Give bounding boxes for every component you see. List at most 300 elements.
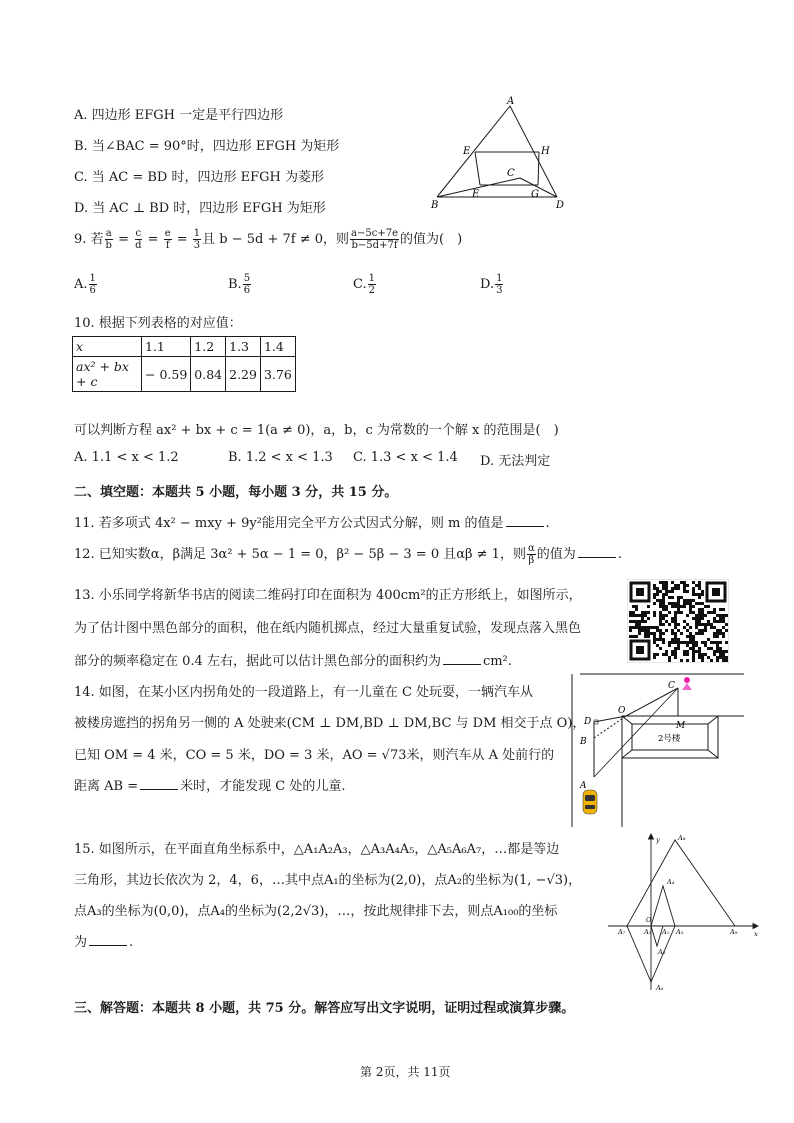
qr-module: [716, 641, 719, 644]
qr-module: [674, 638, 677, 641]
qr-module: [713, 608, 716, 611]
qr-module: [647, 626, 650, 629]
qr-module: [686, 635, 689, 638]
qr-module: [683, 587, 686, 590]
qr-module: [692, 599, 695, 602]
qr-module: [677, 605, 680, 608]
qr-module: [665, 629, 668, 632]
q10-option-a: A. 1.1 < x < 1.2: [74, 450, 179, 465]
q8-label-a: A: [507, 96, 515, 107]
qr-module: [722, 650, 725, 653]
qr-module: [662, 614, 665, 617]
qr-module: [662, 605, 665, 608]
qr-module: [674, 584, 677, 587]
qr-module: [656, 653, 659, 656]
qr-module: [635, 605, 638, 608]
qr-module: [695, 593, 698, 596]
qr-module: [647, 611, 650, 614]
qr-module: [632, 626, 635, 629]
qr-module: [671, 641, 674, 644]
qr-module: [674, 650, 677, 653]
qr-module: [674, 647, 677, 650]
qr-module: [701, 632, 704, 635]
qr-module: [656, 629, 659, 632]
qr-module: [674, 611, 677, 614]
q14-label-b: B: [580, 737, 587, 747]
qr-module: [701, 659, 704, 662]
qr-module: [725, 656, 728, 659]
table-cell: 1.4: [260, 337, 295, 357]
qr-module: [698, 596, 701, 599]
qr-module: [722, 656, 725, 659]
answer-blank[interactable]: [578, 545, 616, 558]
q10-option-d: D. 无法判定: [480, 454, 551, 469]
qr-module: [698, 656, 701, 659]
qr-module: [704, 641, 707, 644]
qr-module: [695, 614, 698, 617]
qr-module: [692, 605, 695, 608]
qr-module: [695, 602, 698, 605]
table-cell: 1.1: [142, 337, 191, 357]
qr-module: [659, 611, 662, 614]
table-cell: 1.3: [226, 337, 261, 357]
qr-module: [653, 632, 656, 635]
qr-module: [722, 659, 725, 662]
qr-module: [671, 638, 674, 641]
qr-module: [647, 629, 650, 632]
qr-module: [716, 620, 719, 623]
qr-module: [674, 656, 677, 659]
qr-module: [644, 620, 647, 623]
qr-module: [668, 656, 671, 659]
qr-module: [686, 629, 689, 632]
qr-module: [695, 626, 698, 629]
qr-module: [662, 599, 665, 602]
qr-module: [635, 608, 638, 611]
q14-label-m: M: [676, 721, 686, 731]
qr-module: [662, 587, 665, 590]
qr-module: [695, 632, 698, 635]
qr-module: [713, 611, 716, 614]
qr-module: [671, 629, 674, 632]
qr-module: [713, 635, 716, 638]
qr-module: [677, 608, 680, 611]
qr-module: [698, 587, 701, 590]
qr-module: [680, 581, 683, 584]
q15-label-a8: A₈: [678, 834, 686, 842]
q8-label-h: H: [541, 146, 550, 157]
qr-module: [701, 617, 704, 620]
qr-module: [719, 647, 722, 650]
qr-module: [713, 650, 716, 653]
q8-label-c: C: [507, 168, 515, 179]
qr-module: [656, 626, 659, 629]
qr-module: [653, 602, 656, 605]
qr-module: [650, 632, 653, 635]
qr-module: [635, 623, 638, 626]
qr-module: [686, 599, 689, 602]
qr-module: [665, 593, 668, 596]
answer-blank[interactable]: [506, 514, 544, 527]
qr-module: [686, 653, 689, 656]
qr-module: [668, 644, 671, 647]
qr-module: [722, 653, 725, 656]
qr-module: [647, 605, 650, 608]
qr-module: [719, 617, 722, 620]
qr-module: [674, 605, 677, 608]
qr-module: [647, 635, 650, 638]
qr-module: [662, 584, 665, 587]
qr-module: [641, 626, 644, 629]
qr-module: [707, 647, 710, 650]
qr-module: [692, 611, 695, 614]
qr-module: [713, 617, 716, 620]
qr-module: [689, 602, 692, 605]
qr-module: [665, 587, 668, 590]
q8-option-c: C. 当 AC = BD 时，四边形 EFGH 为菱形: [74, 170, 324, 185]
qr-module: [671, 605, 674, 608]
q8-label-d: D: [556, 200, 565, 211]
qr-module: [710, 626, 713, 629]
qr-module: [638, 629, 641, 632]
qr-module: [662, 596, 665, 599]
qr-module: [722, 626, 725, 629]
qr-module: [656, 599, 659, 602]
q15-label-a7: A₇: [618, 928, 626, 936]
qr-module: [698, 650, 701, 653]
qr-module: [677, 611, 680, 614]
qr-module: [638, 632, 641, 635]
qr-module: [653, 626, 656, 629]
qr-module: [662, 602, 665, 605]
qr-module: [674, 620, 677, 623]
qr-module: [713, 620, 716, 623]
qr-module: [695, 620, 698, 623]
qr-module: [683, 599, 686, 602]
qr-module: [659, 647, 662, 650]
qr-module: [692, 617, 695, 620]
q11-text: 11. 若多项式 4x² − mxy + 9y²能用完全平方公式因式分解，则 m 的值是 .: [74, 516, 550, 531]
qr-module: [683, 626, 686, 629]
qr-module: [710, 647, 713, 650]
qr-module: [716, 635, 719, 638]
qr-module: [683, 605, 686, 608]
qr-module: [671, 581, 674, 584]
qr-module: [719, 614, 722, 617]
qr-module: [653, 611, 656, 614]
qr-module: [725, 629, 728, 632]
qr-module: [704, 653, 707, 656]
qr-module: [671, 650, 674, 653]
qr-module: [653, 593, 656, 596]
qr-module: [701, 608, 704, 611]
qr-module: [719, 632, 722, 635]
qr-module: [641, 620, 644, 623]
qr-module: [695, 623, 698, 626]
table-cell: 3.76: [260, 357, 295, 392]
qr-module: [695, 650, 698, 653]
q14-road-figure: [566, 672, 746, 827]
qr-module: [686, 614, 689, 617]
qr-module: [719, 608, 722, 611]
qr-module: [698, 647, 701, 650]
qr-module: [644, 614, 647, 617]
qr-module: [677, 623, 680, 626]
qr-code-image: [627, 579, 729, 663]
qr-module: [698, 623, 701, 626]
qr-module: [677, 644, 680, 647]
q14-label-c: C: [668, 681, 675, 691]
qr-module: [674, 641, 677, 644]
qr-module: [644, 629, 647, 632]
q14-label-a: A: [580, 781, 587, 791]
qr-module: [689, 635, 692, 638]
qr-module: [698, 584, 701, 587]
q14-line-4: 距离 AB = 米时，才能发现 C 处的儿童.: [74, 779, 346, 794]
qr-module: [701, 623, 704, 626]
qr-module: [701, 653, 704, 656]
qr-module: [677, 602, 680, 605]
q9-option-c: C. $\frac{1}{2}$: [353, 273, 375, 296]
qr-module: [632, 635, 635, 638]
qr-module: [671, 596, 674, 599]
qr-module: [659, 620, 662, 623]
qr-module: [689, 608, 692, 611]
qr-module: [653, 638, 656, 641]
qr-module: [725, 650, 728, 653]
qr-module: [704, 605, 707, 608]
qr-module: [677, 641, 680, 644]
q9-stem: 9. 若 $\frac{a}{b}$ = $\frac{c}{d}$ = $\frac{e}{f}$ = $\frac{1}{3}$ 且 b − 5d + 7f ≠ 0，则 $\frac{a-5c+7e}{b-5d+7f}$ 的值为( ): [74, 228, 463, 251]
qr-module: [674, 635, 677, 638]
qr-module: [671, 653, 674, 656]
section-heading-solutions: 三、解答题：本题共 8 小题，共 75 分。解答应写出文字说明，证明过程或演算步骤。: [74, 1001, 575, 1016]
qr-module: [659, 629, 662, 632]
qr-module: [668, 623, 671, 626]
qr-module: [677, 629, 680, 632]
qr-module: [671, 617, 674, 620]
q8-label-f: E: [472, 189, 480, 200]
qr-module: [677, 638, 680, 641]
qr-module: [710, 641, 713, 644]
qr-module: [716, 656, 719, 659]
qr-module: [680, 641, 683, 644]
q8-option-d: D. 当 AC ⊥ BD 时，四边形 EFGH 为矩形: [74, 201, 326, 216]
qr-module: [698, 617, 701, 620]
qr-module: [641, 629, 644, 632]
qr-module: [662, 632, 665, 635]
qr-module: [641, 611, 644, 614]
qr-module: [680, 659, 683, 662]
qr-module: [656, 590, 659, 593]
qr-module: [716, 632, 719, 635]
table-cell: 1.2: [191, 337, 226, 357]
qr-module: [656, 644, 659, 647]
qr-module: [665, 581, 668, 584]
qr-module: [662, 638, 665, 641]
q15-label-x: x: [754, 930, 758, 938]
qr-module: [686, 584, 689, 587]
q15-label-a6: A₆: [656, 984, 664, 992]
qr-module: [686, 644, 689, 647]
qr-module: [689, 605, 692, 608]
qr-module: [659, 635, 662, 638]
qr-module: [662, 653, 665, 656]
qr-module: [692, 659, 695, 662]
q14-label-o: O: [618, 706, 626, 716]
qr-module: [683, 641, 686, 644]
q15-coordinate-figure: [604, 830, 764, 992]
qr-module: [719, 641, 722, 644]
qr-module: [686, 641, 689, 644]
q14-line-1: 14. 如图，在某小区内拐角处的一段道路上，有一儿童在 C 处玩耍，一辆汽车从: [74, 685, 534, 700]
qr-module: [707, 620, 710, 623]
qr-module: [716, 650, 719, 653]
qr-module: [653, 584, 656, 587]
qr-module: [653, 653, 656, 656]
qr-module: [659, 602, 662, 605]
qr-module: [698, 653, 701, 656]
qr-module: [629, 626, 632, 629]
qr-module: [719, 653, 722, 656]
qr-module: [665, 605, 668, 608]
q15-line-1: 15. 如图所示，在平面直角坐标系中，△A₁A₂A₃，△A₃A₄A₅，△A₅A₆A₇，…都是等边: [74, 842, 560, 857]
qr-module: [689, 599, 692, 602]
qr-module: [659, 581, 662, 584]
qr-module: [725, 623, 728, 626]
q15-line-4: 为 .: [74, 935, 134, 950]
qr-module: [692, 593, 695, 596]
q15-line-3: 点A₃的坐标为(0,0)，点A₄的坐标为(2,2√3)，…，按此规律排下去，则点A₁₀₀的坐标: [74, 904, 558, 919]
qr-module: [668, 641, 671, 644]
qr-module: [638, 626, 641, 629]
qr-module: [644, 632, 647, 635]
qr-module: [701, 641, 704, 644]
qr-module: [689, 632, 692, 635]
qr-module: [710, 623, 713, 626]
qr-module: [683, 620, 686, 623]
q8-option-a: A. 四边形 EFGH 一定是平行四边形: [74, 108, 284, 123]
qr-module: [674, 617, 677, 620]
q15-label-a2: A₂: [658, 948, 666, 956]
qr-module: [671, 632, 674, 635]
qr-module: [659, 614, 662, 617]
page-footer: 第 2页，共 11页: [360, 1065, 451, 1079]
qr-module: [722, 617, 725, 620]
qr-module: [722, 632, 725, 635]
qr-module: [683, 590, 686, 593]
child-icon: [682, 677, 692, 690]
qr-module: [698, 611, 701, 614]
qr-module: [671, 590, 674, 593]
qr-module: [686, 650, 689, 653]
qr-module: [659, 632, 662, 635]
qr-module: [644, 626, 647, 629]
answer-blank[interactable]: [443, 652, 481, 665]
qr-module: [698, 593, 701, 596]
qr-module: [695, 644, 698, 647]
qr-module: [719, 650, 722, 653]
qr-module: [668, 602, 671, 605]
q8-label-b: B: [431, 200, 439, 211]
qr-module: [641, 614, 644, 617]
answer-blank[interactable]: [140, 777, 178, 790]
qr-module: [677, 596, 680, 599]
qr-module: [665, 614, 668, 617]
q14-line-3: 已知 OM = 4 米，CO = 5 米，DO = 3 米，AO = √73米，则汽车从 A 处前行的: [74, 748, 555, 763]
qr-module: [659, 638, 662, 641]
qr-module: [674, 623, 677, 626]
q14-building-label: 2号楼: [658, 734, 681, 744]
qr-module: [689, 638, 692, 641]
qr-module: [722, 620, 725, 623]
qr-module: [698, 581, 701, 584]
q14-line-2: 被楼房遮挡的拐角另一侧的 A 处驶来(CM ⊥ DM,BD ⊥ DM,BC 与 DM 相交于点 O)，: [74, 716, 586, 731]
qr-module: [701, 593, 704, 596]
qr-module: [635, 614, 638, 617]
qr-module: [692, 635, 695, 638]
qr-module: [683, 584, 686, 587]
q14-label-d: D: [584, 717, 592, 727]
qr-module: [683, 650, 686, 653]
qr-module: [701, 614, 704, 617]
qr-module: [653, 641, 656, 644]
qr-module: [707, 611, 710, 614]
qr-module: [632, 614, 635, 617]
qr-module: [653, 656, 656, 659]
qr-module: [707, 605, 710, 608]
qr-module: [689, 611, 692, 614]
answer-blank[interactable]: [89, 933, 127, 946]
qr-module: [674, 626, 677, 629]
qr-module: [677, 587, 680, 590]
q9-option-d: D. $\frac{1}{3}$: [480, 273, 503, 296]
qr-module: [701, 611, 704, 614]
qr-module: [695, 641, 698, 644]
qr-module: [698, 614, 701, 617]
q15-label-a3: A₃: [644, 928, 652, 936]
qr-module: [713, 632, 716, 635]
q15-label-a9: A₉: [730, 928, 738, 936]
qr-module: [719, 620, 722, 623]
qr-module: [668, 596, 671, 599]
q9-option-b: B. $\frac{5}{6}$: [228, 273, 251, 296]
qr-module: [701, 629, 704, 632]
qr-module: [719, 656, 722, 659]
qr-module: [692, 638, 695, 641]
qr-module: [704, 629, 707, 632]
qr-module: [713, 641, 716, 644]
qr-module: [686, 590, 689, 593]
qr-module: [686, 623, 689, 626]
qr-module: [692, 656, 695, 659]
q13-line-3: 部分的频率稳定在 0.4 左右，据此可以估计黑色部分的面积约为 cm².: [74, 654, 512, 669]
q15-label-y: y: [656, 836, 660, 844]
qr-module: [725, 659, 728, 662]
qr-module: [659, 599, 662, 602]
qr-module: [707, 623, 710, 626]
qr-module: [674, 614, 677, 617]
table-row: [73, 337, 296, 357]
qr-module: [689, 641, 692, 644]
qr-module: [647, 617, 650, 620]
qr-module: [647, 632, 650, 635]
qr-module: [662, 608, 665, 611]
qr-module: [638, 614, 641, 617]
qr-module: [692, 581, 695, 584]
qr-module: [668, 590, 671, 593]
qr-module: [662, 593, 665, 596]
